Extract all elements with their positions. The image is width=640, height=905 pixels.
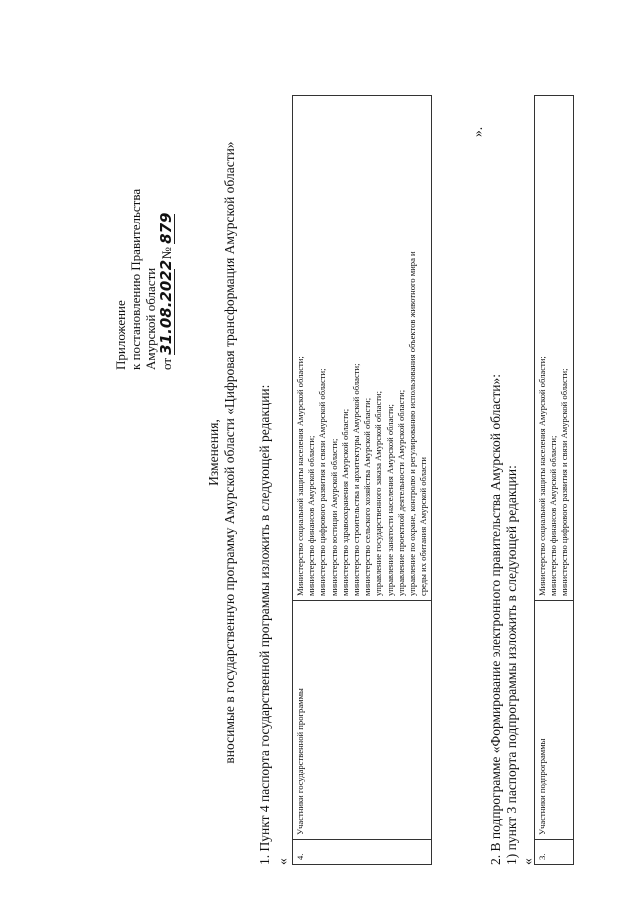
list-item: среды их обитания Амурской области <box>418 457 429 596</box>
appendix-label: Приложение <box>113 300 128 370</box>
section2-sub: 1) пункт 3 паспорта подпрограммы изложить в следующей редакции: <box>504 465 519 865</box>
row-number: 3. <box>535 840 574 865</box>
row-number: 4. <box>293 840 432 865</box>
list-item: Министерство социальной защиты населения Амурской области; <box>537 356 547 596</box>
date-prefix: от <box>159 357 174 370</box>
row-content <box>293 96 432 601</box>
row-content <box>535 96 574 601</box>
document-subtitle: вносимые в государственную программу Амурской области «Цифровая трансформация Амурской области» <box>222 141 237 764</box>
row-label: Участники государственной программы <box>293 601 432 840</box>
section2-intro: 2. В подпрограмме «Формирование электронного правительства Амурской области»: <box>488 374 503 865</box>
row-label: Участники подпрограммы <box>535 601 574 840</box>
decree-line: к постановлению Правительства <box>128 188 143 370</box>
number-value: 879 <box>157 212 175 244</box>
section2-open-quote: « <box>520 858 535 865</box>
date-value: 31.08.2022 <box>157 259 175 355</box>
list-item: министерство финансов Амурской области; <box>548 435 559 596</box>
list-item: министерство здравоохранения Амурской области; <box>339 408 350 596</box>
list-item: министерство юстиции Амурской области; <box>328 438 339 596</box>
list-item: министерство цифрового развития и связи Амурской области; <box>559 368 570 596</box>
document-title: Изменения, <box>206 419 221 486</box>
list-item: министерство сельского хозяйства Амурской области; <box>362 397 373 596</box>
section1-open-quote: « <box>275 858 290 865</box>
list-item: управление по охране, контролю и регулированию использования объектов животного мира и <box>407 251 418 596</box>
number-prefix: № <box>159 247 174 260</box>
table-row <box>535 96 574 865</box>
section2-table <box>534 95 574 865</box>
table-row <box>293 96 432 865</box>
list-item: управление проектной деятельности Амурской области; <box>395 389 406 596</box>
region-line: Амурской области <box>143 267 158 370</box>
list-item: Министерство социальной защиты населения Амурской области; <box>295 356 305 596</box>
date-line <box>159 214 175 370</box>
section1-close-quote: ». <box>470 126 485 137</box>
list-item: управление государственного заказа Амурской области; <box>373 391 384 596</box>
list-item: управление занятости населения Амурской области; <box>384 404 395 596</box>
list-item: министерство цифрового развития и связи Амурской области; <box>317 368 328 596</box>
list-item: министерство финансов Амурской области; <box>306 435 317 596</box>
section1-intro: 1. Пункт 4 паспорта государственной программы изложить в следующей редакции: <box>257 384 272 865</box>
section1-table <box>292 95 432 865</box>
list-item: министерство строительства и архитектуры Амурской области; <box>351 363 362 596</box>
